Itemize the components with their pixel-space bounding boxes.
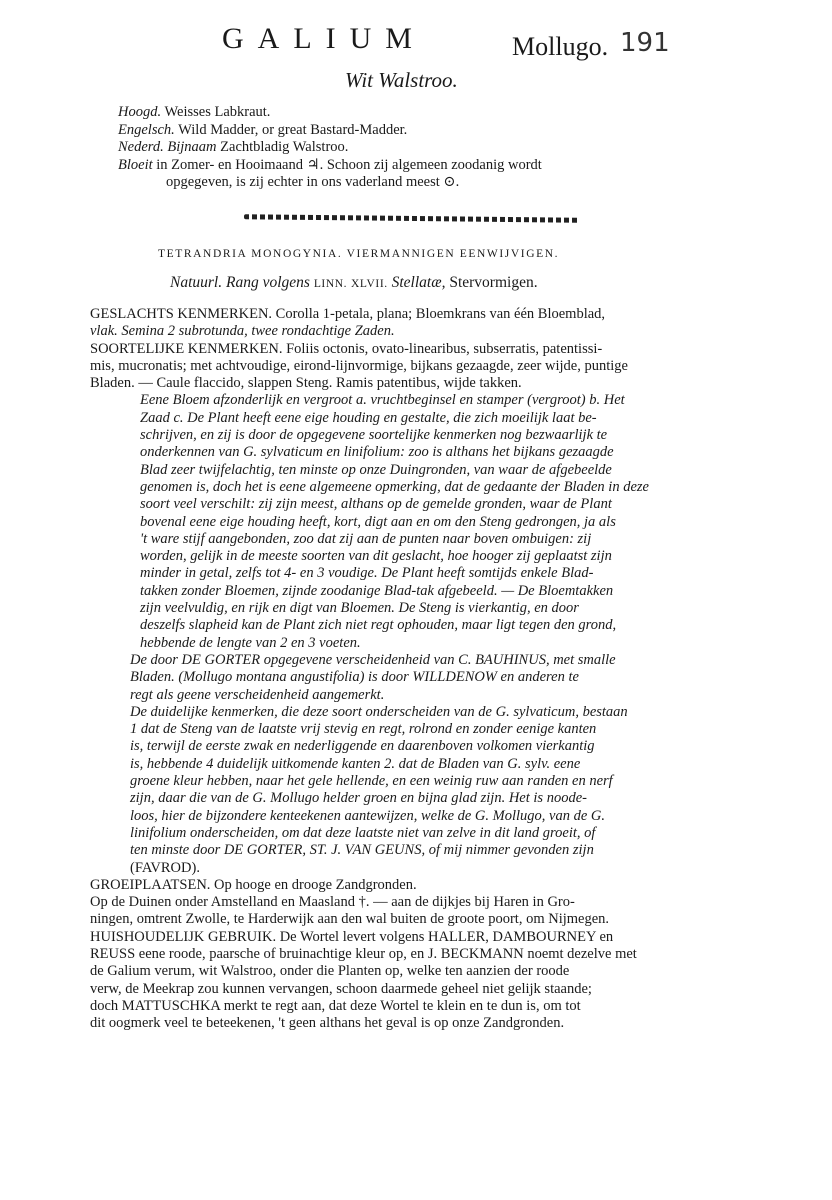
text-line: HUISHOUDELIJK GEBRUIK. De Wortel levert volgens HALLER, DAMBOURNEY en [90, 928, 614, 945]
name-line: Bloeit in Zomer- en Hooimaand ♃. Schoon zij algemeen zoodanig wordt [118, 156, 542, 173]
text-line: De door DE GORTER opgegevene verscheidenheid van C. BAUHINUS, met smalle [130, 651, 616, 668]
text-line: doch MATTUSCHKA merkt te regt aan, dat deze Wortel te klein en te dun is, om tot [90, 997, 581, 1014]
text-line: Blad zeer twijfelachtig, ten minste op onze Duingronden, van waar de afgebeelde [140, 461, 612, 478]
text-line: minder in getal, zelfs tot 4- en 3 voudige. De Plant heeft somtijds enkele Blad- [140, 565, 594, 582]
name-line: Hoogd. Weisses Labkraut. [118, 104, 271, 120]
text-line: deszelfs slapheid kan de Plant zich niet regt ophouden, maar ligt tegen den grond, [140, 617, 617, 634]
text-line: schrijven, en zij is door de opgegevene soortelijke kenmerken nog bezwaarlijk te [140, 427, 608, 444]
handwritten-page-number: 191 [620, 28, 670, 58]
text-line: soort veel verschilt: zij zijn meest, althans op de gemelde gronden, waar de Plant [140, 496, 612, 513]
text-line: 1 dat de Steng van de laatste vrij stevig en regt, rolrond en zonder eenige kanten [130, 721, 597, 738]
text-line: vlak. Semina 2 subrotunda, twee rondachtige Zaden. [90, 323, 395, 340]
text-line: (FAVROD). [130, 859, 200, 876]
text-line: Zaad c. De Plant heeft eene eige houding en gestalte, die zich moeilijk laat be- [140, 409, 597, 426]
text-line: takken zonder Bloemen, zijnde zoodanige Blad-tak afgebeeld. — De Bloemtakken [140, 582, 614, 599]
genus-title: GALIUM [222, 22, 426, 55]
text-line: ningen, omtrent Zwolle, te Harderwijk aan den wal buiten de groote poort, om Nijmegen. [90, 911, 610, 928]
text-line: 't ware stijf aangebonden, zoo dat zij aan de punten naar boven ombuigen: zij [140, 530, 592, 547]
text-line: regt als geene verscheidenheid aangemerkt. [130, 686, 385, 703]
linnaean-class-header: TETRANDRIA MONOGYNIA. VIERMANNIGEN EENWIJVIGEN. [158, 248, 560, 260]
species-title: Mollugo. [512, 32, 609, 61]
natural-rank-line: Natuurl. Rang volgens LINN. XLVII. Stellatæ, Stervormigen. [170, 274, 538, 291]
name-line: opgegeven, is zij echter in ons vaderland meest ⊙. [166, 174, 460, 190]
text-line: verw, de Meekrap zou kunnen vervangen, schoon daarmede geheel niet gelijk staande; [90, 980, 592, 997]
text-line: bovenal eene eige houding heeft, kort, digt aan en om den Steng gedrongen, ja als [140, 513, 616, 530]
name-line: Engelsch. Wild Madder, or great Bastard-Madder. [118, 121, 408, 138]
text-line: is, terwijl de eerste zwak en nederliggende en daarenboven volkomen vierkantig [130, 738, 595, 755]
common-names-block [118, 104, 542, 192]
text-line: loos, hier de bijzondere kenteekenen aantewijzen, welke de G. Mollugo, van de G. [130, 807, 606, 824]
text-line: mis, mucronatis; met achtvoudige, eirond-lijnvormige, bijkans gezaagde, zeer wijde, puntige [90, 357, 628, 374]
text-line: Op de Duinen onder Amstelland en Maasland †. — aan de dijkjes bij Haren in Gro- [90, 894, 575, 911]
text-line: is, hebbende 4 duidelijk uitkomende kanten 2. dat de Bladen van G. sylv. eene [130, 755, 581, 772]
name-line: Nederd. Bijnaam Zachtbladig Walstroo. [118, 139, 349, 155]
description-body [90, 306, 750, 1032]
text-line: zijn veelvuldig, en rijk en digt van Bloemen. De Steng is vierkantig, en door [140, 600, 579, 617]
text-line: SOORTELIJKE KENMERKEN. Foliis octonis, ovato-linearibus, subserratis, patentissi- [90, 340, 603, 357]
text-line: hebbende de lengte van 2 en 3 voeten. [140, 634, 361, 651]
vernacular-name: Wit Walstroo. [345, 68, 458, 92]
text-line: dit oogmerk veel te beteekenen, 't geen althans het geval is op onze Zandgronden. [90, 1015, 565, 1032]
text-line: Eene Bloem afzonderlijk en vergroot a. vruchtbeginsel en stamper (vergroot) b. Het [140, 392, 625, 409]
text-line: Bladen. — Caule flaccido, slappen Steng. Ramis patentibus, wijde takken. [90, 375, 522, 392]
text-line: Bladen. (Mollugo montana angustifolia) is door WILLDENOW en anderen te [130, 669, 579, 686]
text-line: REUSS eene roode, paarsche of bruinachtige kleur op, en J. BECKMANN noemt dezelve met [90, 945, 637, 962]
text-line: De duidelijke kenmerken, die deze soort onderscheiden van de G. sylvaticum, bestaan [130, 703, 628, 720]
text-line: groene kleur hebben, naar het gele hellende, en een weinig ruw aan randen en nerf [130, 773, 613, 790]
text-line: worden, gelijk in de meeste soorten van dit geslacht, hoe hooger zij geplaatst zijn [140, 548, 612, 565]
text-line: ten minste door DE GORTER, ST. J. VAN GEUNS, of mij nimmer gevonden zijn [130, 842, 594, 859]
ornamental-rule [244, 214, 580, 223]
text-line: GESLACHTS KENMERKEN. Corolla 1-petala, plana; Bloemkrans van één Bloemblad, [90, 306, 606, 322]
text-line: onderkennen van G. sylvaticum en linifolium: zoo is althans het bijkans gezaagde [140, 444, 614, 461]
text-line: linifolium onderscheiden, om dat deze laatste niet van zelve in dit land groeit, of [130, 824, 596, 841]
text-line: GROEIPLAATSEN. Op hooge en drooge Zandgronden. [90, 876, 417, 893]
text-line: zijn, daar die van de G. Mollugo helder groen en bijna glad zijn. Het is noode- [130, 790, 587, 807]
text-line: genomen is, doch het is eene algemeene opmerking, dat de gedaante der Bladen in deze [140, 478, 649, 495]
text-line: de Galium verum, wit Walstroo, onder die Planten op, welke ten aanzien der roode [90, 963, 570, 980]
